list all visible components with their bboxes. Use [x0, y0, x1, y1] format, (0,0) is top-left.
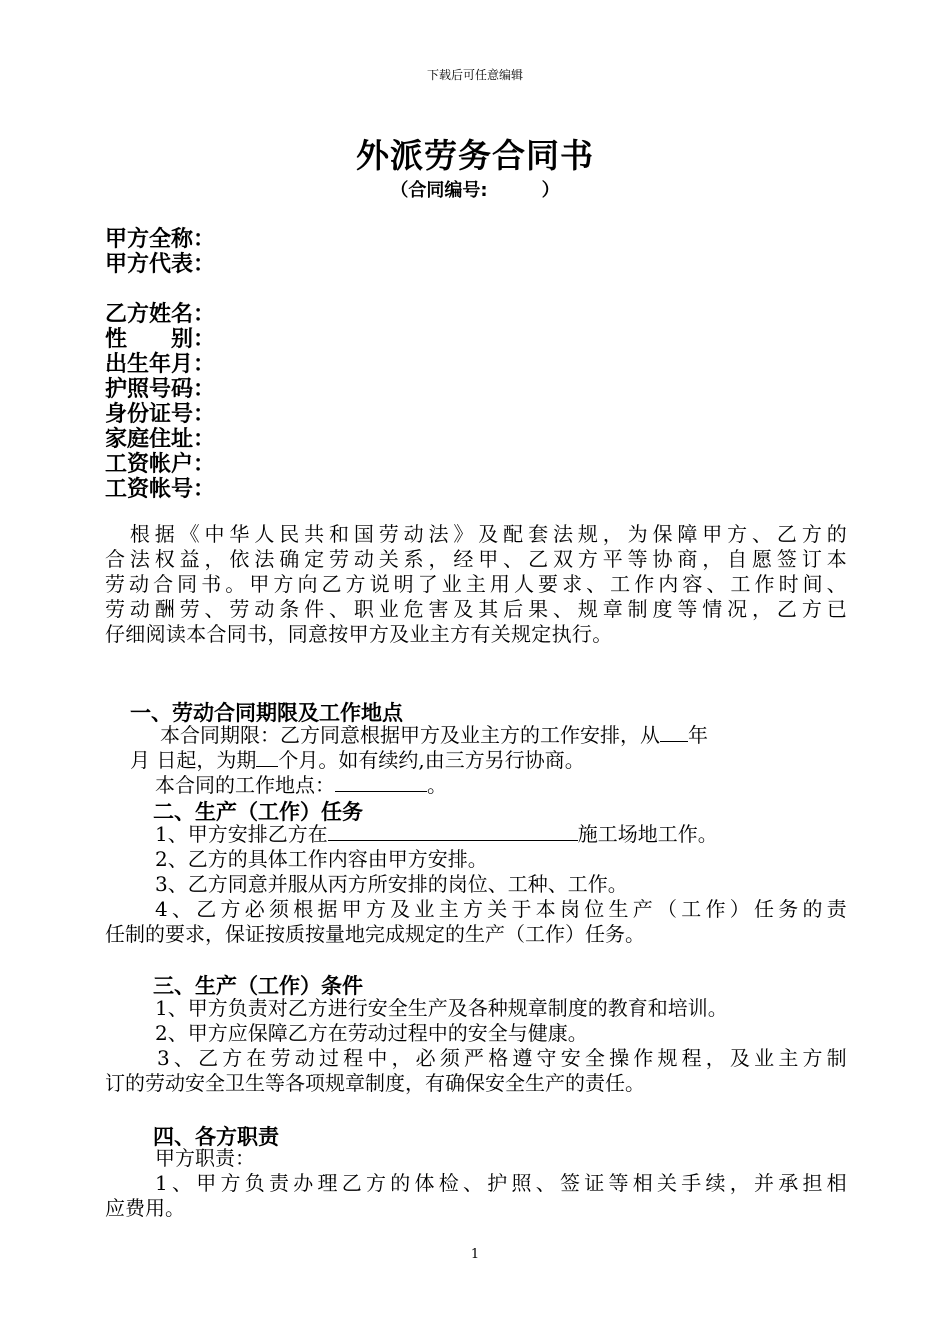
- preamble-line: 合法权益，依法确定劳动关系，经甲、乙双方平等协商，自愿签订本: [105, 547, 847, 571]
- contract-term-line-2: [130, 748, 585, 772]
- contract-term-line: [160, 723, 708, 747]
- year-label: 年: [688, 723, 708, 747]
- page-number: 1: [470, 1247, 480, 1262]
- section-3-heading: 三、生产（工作）条件: [153, 974, 363, 998]
- section-2-item-1-text: 1、甲方安排乙方在: [155, 822, 328, 846]
- section-2-item-2: 2、乙方的具体工作内容由甲方安排。: [155, 847, 488, 871]
- section-2-heading: 二、生产（工作）任务: [153, 800, 363, 824]
- preamble-line: 仔细阅读本合同书，同意按甲方及业主方有关规定执行。: [105, 622, 613, 646]
- section-2-item-1-end: 施工场地工作。: [577, 822, 718, 846]
- work-location-blank: [335, 773, 427, 792]
- preamble-line: 根据《中华人民共和国劳动法》及配套法规，为保障甲方、乙方的: [105, 522, 847, 546]
- section-2-item-4-line-1: 4、乙方必须根据甲方及业主方关于本岗位生产（工作）任务的责: [155, 897, 847, 921]
- section-3-item-3-line-1: 3、乙方在劳动过程中，必须严格遵守安全操作规程，及业主方制: [157, 1046, 847, 1070]
- party-b-wage-account-label: 工资帐户：: [105, 452, 216, 477]
- section-3-item-3-line-2: 订的劳动安全卫生等各项规章制度，有确保安全生产的责任。: [105, 1071, 645, 1095]
- contract-term-text: 本合同期限：乙方同意根据甲方及业主方的工作安排，从: [160, 723, 660, 747]
- document-title: 外派劳务合同书: [356, 136, 594, 175]
- header-note: 下载后可任意编辑: [426, 68, 523, 82]
- work-location-line: [155, 773, 447, 797]
- section-3-item-1: 1、甲方负责对乙方进行安全生产及各种规章制度的教育和培训。: [155, 996, 728, 1020]
- work-location-label: 本合同的工作地点：: [155, 773, 335, 797]
- section-4-heading: 四、各方职责: [153, 1125, 279, 1149]
- party-a-full-name-label: 甲方全称：: [105, 227, 216, 252]
- section-2-item-1: [155, 822, 718, 846]
- work-location-end: 。: [427, 773, 447, 797]
- section-2-item-3: 3、乙方同意并服从丙方所安排的岗位、工种、工作。: [155, 872, 628, 896]
- section-4-item-1-line-2: 应费用。: [105, 1196, 185, 1220]
- contract-term-text-3: 个月。如有续约,由三方另行协商。: [278, 748, 585, 772]
- section-4-item-1-line-1: 1、甲方负责办理乙方的体检、护照、签证等相关手续，并承担相: [155, 1171, 847, 1195]
- party-b-gender-label: 性 别：: [105, 327, 216, 352]
- work-site-blank: [328, 822, 578, 841]
- party-a-representative-label: 甲方代表：: [105, 252, 216, 277]
- party-b-id-label: 身份证号：: [105, 402, 216, 427]
- section-3-item-2: 2、甲方应保障乙方在劳动过程中的安全与健康。: [155, 1021, 588, 1045]
- preamble-line: 劳动合同书。甲方向乙方说明了业主用人要求、工作内容、工作时间、: [105, 572, 847, 596]
- contract-number: （合同编号: ）: [390, 180, 560, 201]
- contract-term-text-2: 月 日起，为期: [130, 748, 257, 772]
- section-4-subheading: 甲方职责：: [155, 1146, 255, 1170]
- party-b-name-label: 乙方姓名：: [105, 302, 216, 327]
- party-b-birth-label: 出生年月：: [105, 352, 216, 377]
- party-b-address-label: 家庭住址：: [105, 427, 216, 452]
- section-2-item-4-line-2: 任制的要求，保证按质按量地完成规定的生产（工作）任务。: [105, 922, 645, 946]
- party-b-wage-account-no-label: 工资帐号：: [105, 477, 216, 502]
- start-year-blank: [660, 723, 688, 742]
- preamble-line: 劳动酬劳、劳动条件、职业危害及其后果、规章制度等情况，乙方已: [105, 597, 847, 621]
- party-b-passport-label: 护照号码：: [105, 377, 216, 402]
- section-1-heading: 一、劳动合同期限及工作地点: [130, 701, 403, 725]
- months-blank: [256, 748, 278, 767]
